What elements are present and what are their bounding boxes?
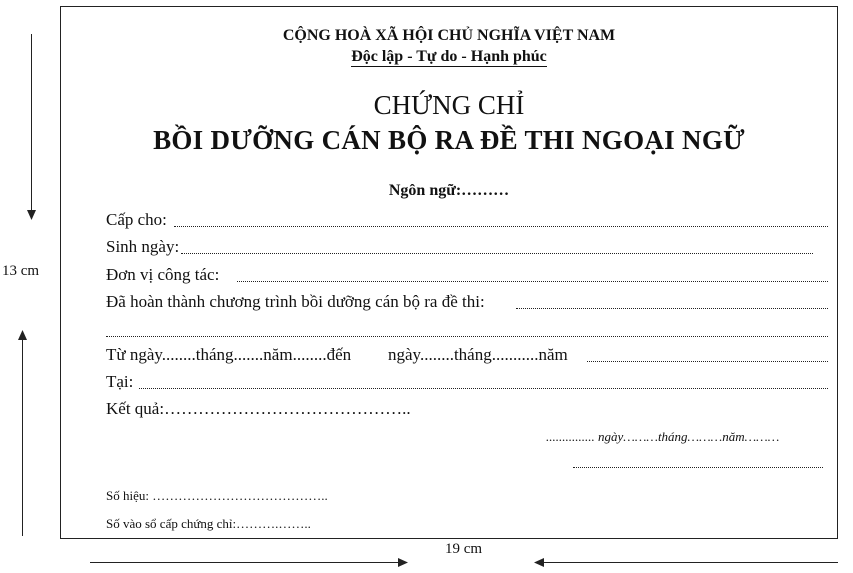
arrow-down-icon [27,210,36,220]
height-label: 13 cm [2,263,40,279]
width-arrow-left [90,562,402,563]
period-to: ngày........tháng...........năm [388,345,568,364]
serial-number-line: Số hiệu: ………………………………….. [106,488,328,503]
period-dotted-line [587,361,828,362]
motto-text: Độc lập - Tự do - Hạnh phúc [351,48,547,65]
registry-number-line: Số vào sổ cấp chứng chỉ:……….…….. [106,516,311,531]
height-arrow-bottom [22,336,23,536]
completed-dotted-line [516,308,828,309]
place-label: Tại: [106,372,134,391]
width-arrow-right [540,562,838,563]
motto [61,48,837,66]
result-line: Kết quả:…………………………………….. [106,399,411,418]
place-dotted-line [139,388,828,389]
signature-dotted-line [573,467,823,468]
issued-to-dotted-line [174,226,828,227]
work-unit-label: Đơn vị công tác: [106,265,220,284]
language-line: Ngôn ngữ:……… [388,182,510,199]
work-unit-dotted-line [237,281,828,282]
birth-date-dotted-line [181,253,813,254]
completed-label: Đã hoàn thành chương trình bồi dưỡng cán bộ ra đề thi: [106,292,485,311]
certificate-title: CHỨNG CHỈ [373,90,525,120]
height-arrow-top [31,34,32,214]
width-label: 19 cm [445,541,483,557]
nation-heading: CỘNG HOÀ XÃ HỘI CHỦ NGHĨA VIỆT NAM [282,27,616,44]
certificate-subtitle: BỒI DƯỠNG CÁN BỘ RA ĐỀ THI NGOẠI NGỮ [153,125,745,155]
completed-dotted-line-2 [106,336,828,337]
period-from: Từ ngày........tháng.......năm........đến [106,345,352,364]
certificate-card [60,6,838,539]
signature-date-line: ............... ngày………tháng………năm……… [546,429,780,444]
birth-date-label: Sinh ngày: [106,237,180,256]
issued-to-label: Cấp cho: [106,210,167,229]
arrow-right-icon [398,558,408,567]
